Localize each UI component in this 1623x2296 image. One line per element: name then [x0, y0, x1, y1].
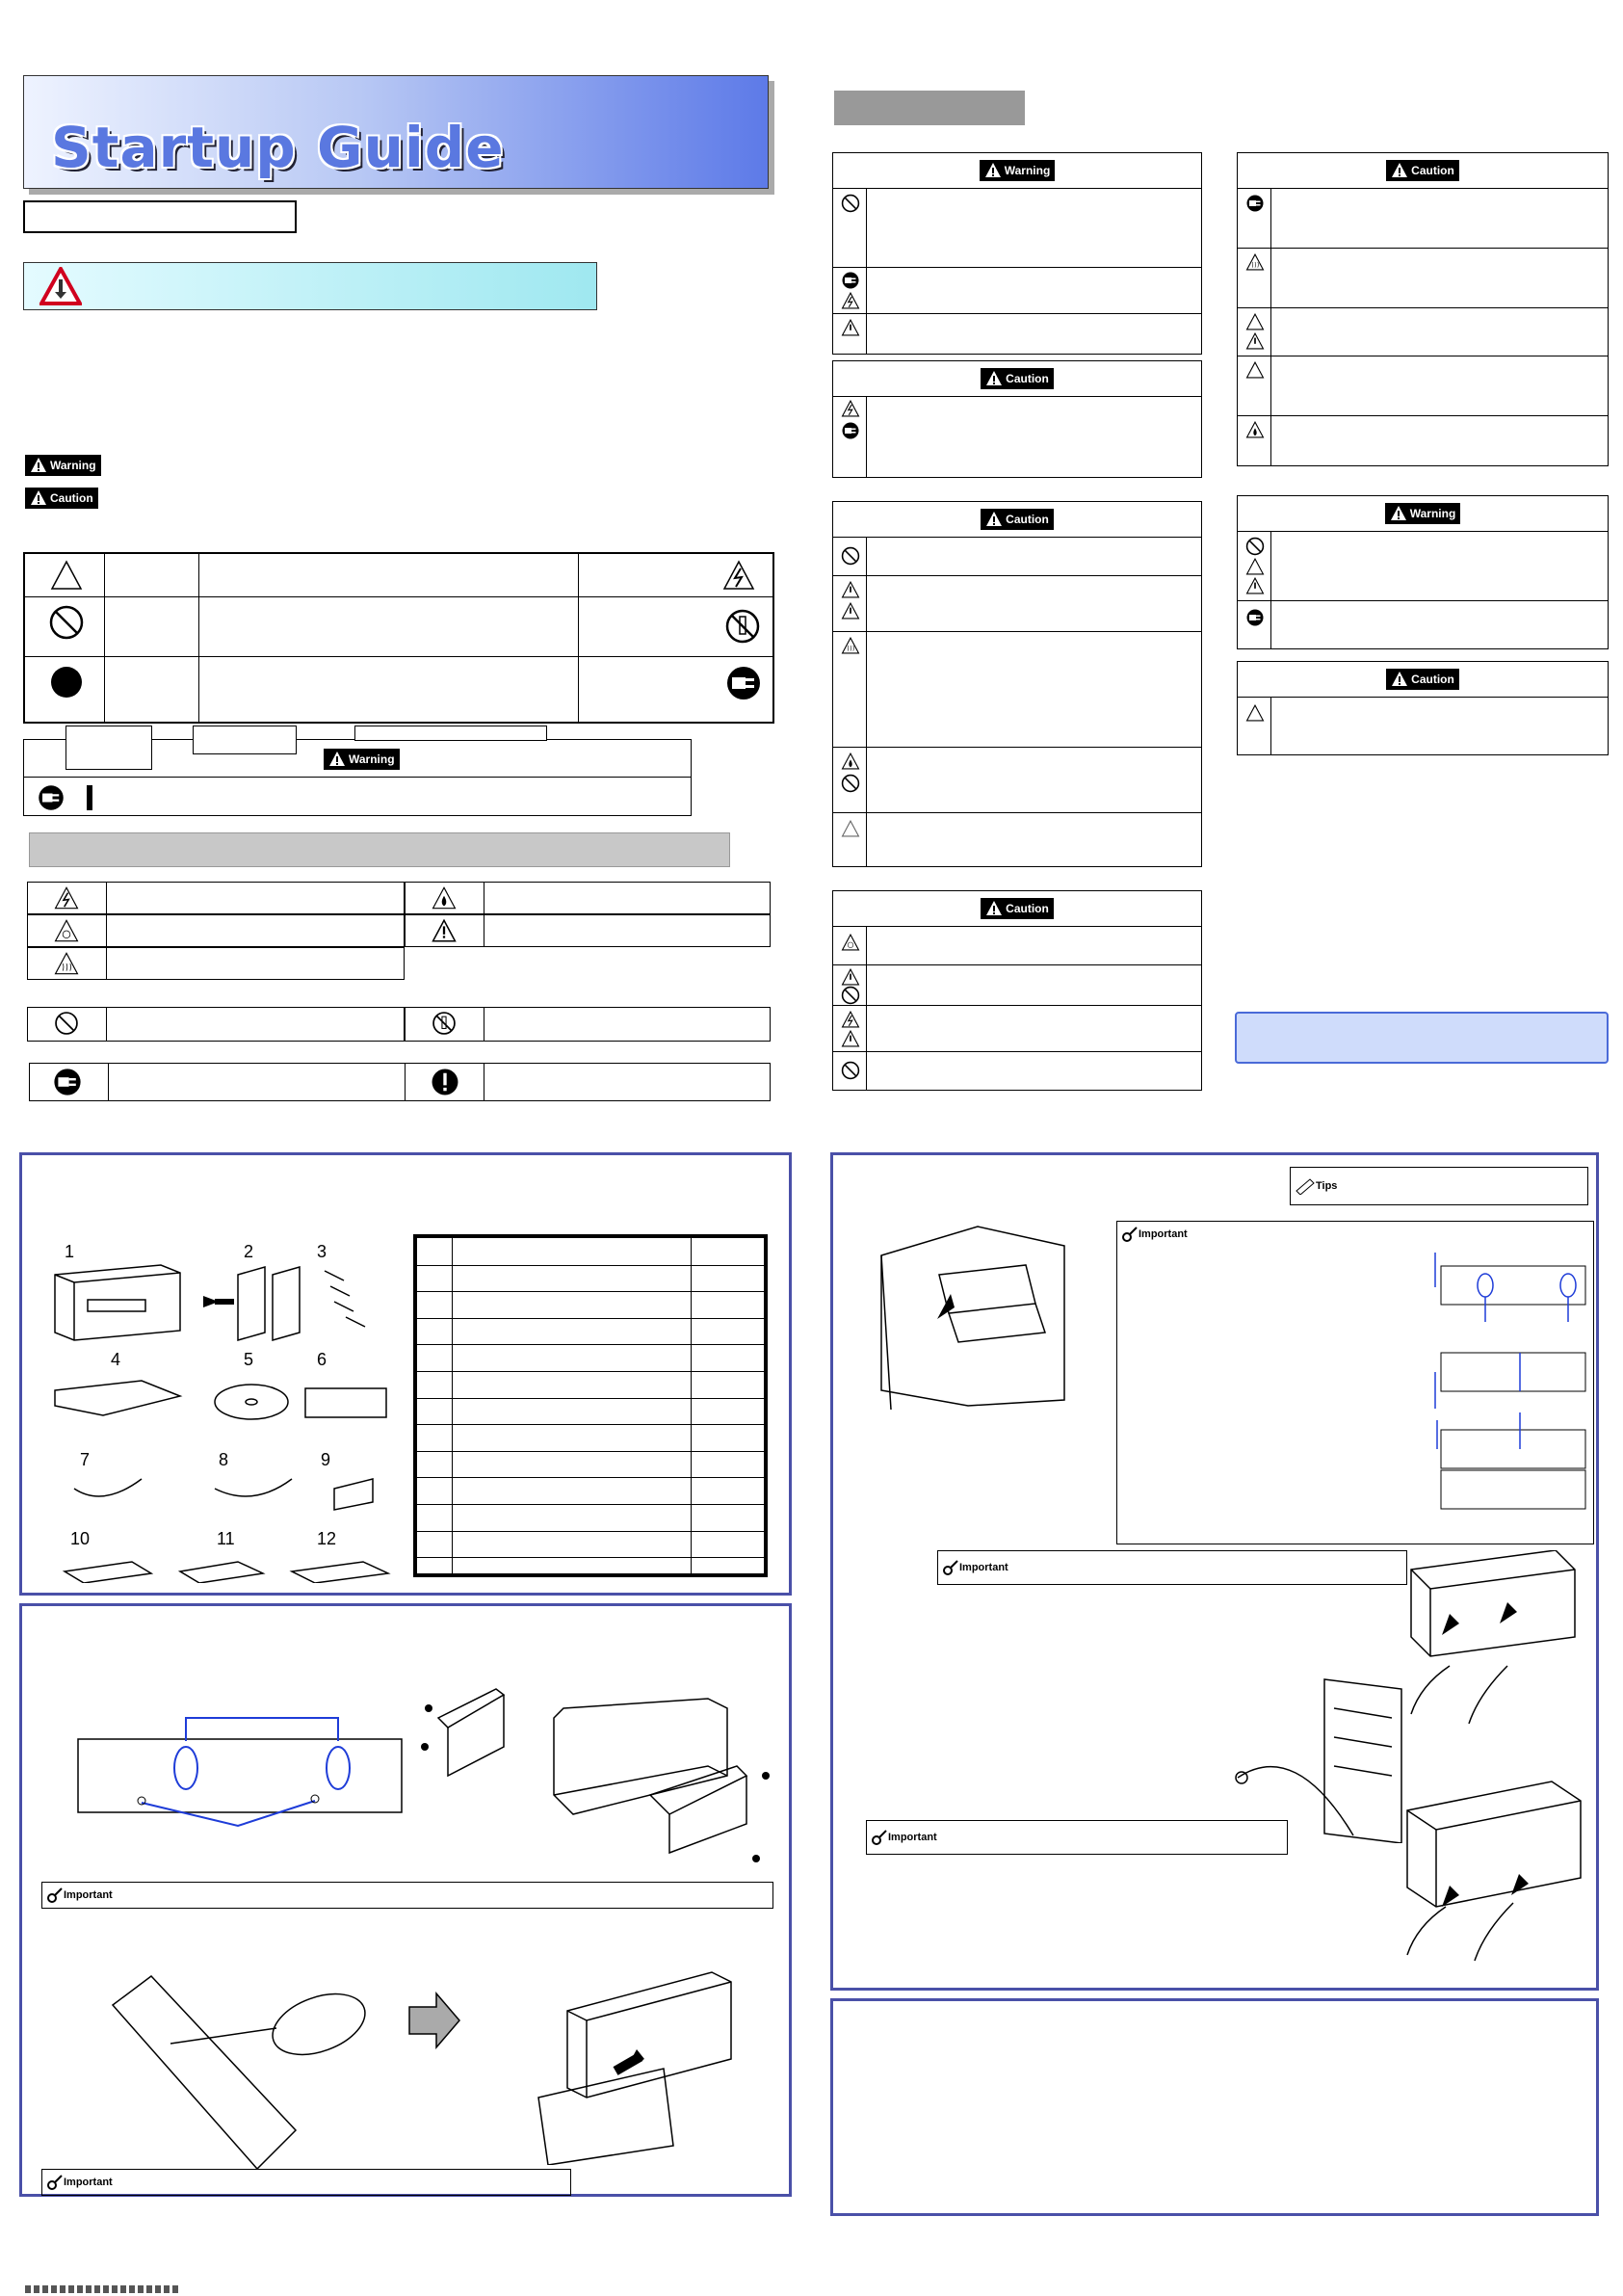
- fire-icon: [432, 885, 457, 910]
- prohibit-icon: [54, 1011, 79, 1036]
- caution-panel-5: [1237, 661, 1609, 755]
- caution-triangle-icon: [841, 968, 860, 986]
- important-label: Important: [871, 1829, 937, 1846]
- no-disassemble-icon: [724, 608, 761, 645]
- warning-triangle-icon: [39, 267, 82, 305]
- important-note-1: [41, 1882, 773, 1909]
- warning-label: Warning: [25, 455, 101, 479]
- safety-warning-banner: [23, 262, 597, 310]
- important-note-3: [937, 1550, 1407, 1585]
- svg-text:5: 5: [244, 1350, 254, 1369]
- hot-icon: [54, 951, 79, 976]
- cable-connect-illustration-1: [1392, 1550, 1584, 1724]
- important-label: Important: [1121, 1226, 1188, 1243]
- warning-label: Warning: [324, 749, 400, 773]
- important-key-icon: [871, 1829, 888, 1846]
- fire-icon: [1245, 558, 1265, 575]
- important-label: Important: [46, 1887, 113, 1904]
- package-items-illustration: [45, 1236, 421, 1583]
- svg-text:8: 8: [219, 1450, 229, 1469]
- fire-icon: [841, 752, 860, 770]
- info-box: [1235, 1012, 1609, 1064]
- caution-triangle-icon: [841, 1030, 860, 1047]
- svg-text:4: 4: [111, 1350, 121, 1369]
- drive-side-illustration: [68, 1712, 434, 1847]
- caution-label: Caution: [1386, 669, 1459, 690]
- table-row: [417, 1318, 764, 1345]
- hot-icon: [841, 637, 860, 654]
- electric-shock-icon: [841, 292, 860, 309]
- important-label: Important: [46, 2174, 113, 2191]
- caution-panel-1: [832, 360, 1202, 478]
- final-section: [830, 1998, 1599, 2216]
- caution-label: Caution: [981, 368, 1054, 389]
- warning-panel-2: [1237, 495, 1609, 649]
- subtitle-box: [23, 200, 297, 233]
- unplug-icon: [1245, 194, 1265, 213]
- electric-shock-icon: [841, 400, 860, 417]
- tips-label: Tips: [1295, 1177, 1337, 1195]
- server-bay-illustration: [862, 1217, 1084, 1410]
- important-key-icon: [1121, 1226, 1139, 1243]
- prohibit-icon: [1245, 537, 1265, 556]
- hand-pinch-icon: [54, 918, 79, 943]
- bezel-removal-illustration: [103, 1966, 373, 2178]
- table-row: [417, 1371, 764, 1398]
- bezel-attach-illustration: [529, 1953, 770, 2165]
- svg-text:7: 7: [80, 1450, 91, 1469]
- caution-triangle-icon: [841, 820, 860, 837]
- footer-marks: [25, 2285, 179, 2293]
- important-note-2: [41, 2169, 571, 2196]
- table-row: [417, 1424, 764, 1451]
- symbol-legend-table: [23, 552, 774, 724]
- important-key-icon: [46, 2174, 64, 2191]
- jumper-setting-illustrations: [1427, 1249, 1591, 1538]
- table-row: [417, 1398, 764, 1425]
- table-row: [417, 1477, 764, 1504]
- svg-text:1: 1: [65, 1242, 75, 1261]
- warning-triangle-icon: [30, 457, 47, 474]
- caution-panel-2: [832, 501, 1202, 867]
- caution-triangle-icon: [1245, 577, 1265, 594]
- symbol-grid: [27, 882, 771, 1103]
- important-key-icon: [46, 1887, 64, 1904]
- unplug-icon: [724, 664, 763, 702]
- caution-panel-3: [832, 890, 1202, 1091]
- hot-icon: [1245, 361, 1265, 379]
- svg-text:2: 2: [244, 1242, 254, 1261]
- svg-text:10: 10: [70, 1529, 91, 1548]
- title-banner: [23, 75, 769, 189]
- svg-text:6: 6: [317, 1350, 327, 1369]
- table-row: [417, 1238, 764, 1265]
- table-row: [417, 1557, 764, 1584]
- fire-icon: [1245, 421, 1265, 438]
- hot-icon: [1245, 253, 1265, 271]
- warning-label: Warning: [1385, 503, 1461, 524]
- caution-triangle-icon: [1245, 332, 1265, 350]
- unplug-icon: [841, 421, 860, 440]
- table-row: [417, 1265, 764, 1292]
- mandatory-icon: [48, 664, 85, 700]
- mandatory-icon: [430, 1067, 460, 1097]
- unplug-icon: [1245, 608, 1265, 627]
- caution-triangle-icon: [841, 581, 860, 598]
- unplug-icon: [841, 271, 860, 290]
- caution-triangle-icon: [50, 560, 83, 591]
- caution-triangle-icon: [432, 918, 457, 943]
- safety-section-heading: [834, 91, 1025, 125]
- table-row: [417, 1531, 764, 1558]
- prohibit-icon: [841, 986, 860, 1005]
- tips-box: [1290, 1167, 1588, 1205]
- hot-icon: [1245, 704, 1265, 722]
- electric-shock-icon: [841, 1011, 860, 1028]
- svg-text:9: 9: [321, 1450, 331, 1469]
- important-box-install: [1116, 1221, 1594, 1544]
- warning-panel-1: [832, 152, 1202, 355]
- caution-label: Caution: [981, 509, 1054, 530]
- table-row: [417, 1291, 764, 1318]
- no-disassemble-icon: [432, 1011, 457, 1036]
- svg-text:12: 12: [317, 1529, 337, 1548]
- unplug-icon: [52, 1067, 83, 1097]
- caution-label: Caution: [981, 898, 1054, 919]
- mounting-section: [19, 1603, 792, 2197]
- electric-shock-icon: [54, 885, 79, 910]
- prohibit-icon: [841, 1061, 860, 1080]
- table-row: [417, 1451, 764, 1478]
- caution-label: Caution: [1386, 160, 1459, 181]
- warning-label: Warning: [980, 160, 1056, 181]
- warning-triangle-icon: [30, 489, 47, 507]
- tips-pencil-icon: [1295, 1177, 1316, 1195]
- caution-triangle-icon: [841, 319, 860, 336]
- label-example-diagram: [23, 724, 694, 826]
- arrow-right-icon: [407, 1992, 461, 2049]
- hand-pinch-icon: [841, 934, 860, 951]
- caution-label: Caution: [25, 488, 98, 512]
- prohibit-icon: [841, 194, 860, 213]
- cable-connect-illustration-2: [1388, 1772, 1590, 1965]
- svg-text:3: 3: [317, 1242, 327, 1261]
- bracket-assembly-illustration: [419, 1670, 785, 1891]
- important-label: Important: [942, 1559, 1008, 1576]
- important-key-icon: [942, 1559, 959, 1576]
- server-cable-illustration: [1218, 1670, 1411, 1843]
- prohibit-icon: [841, 546, 860, 566]
- package-contents-section: [19, 1152, 792, 1596]
- hot-icon: [1245, 313, 1265, 330]
- caution-panel-4: [1237, 152, 1609, 466]
- symbols-section-heading: [29, 832, 730, 867]
- caution-triangle-icon: [841, 602, 860, 620]
- svg-text:11: 11: [217, 1529, 235, 1548]
- page-title: Startup Guide: [51, 115, 505, 180]
- electric-shock-icon: [722, 560, 755, 591]
- important-note-4: [866, 1820, 1288, 1855]
- unplug-icon: [37, 783, 65, 812]
- table-row: [417, 1504, 764, 1531]
- contents-table: [413, 1234, 768, 1577]
- installation-section: [830, 1152, 1599, 1991]
- prohibit-icon: [841, 774, 860, 793]
- table-row: [417, 1344, 764, 1371]
- prohibit-icon: [48, 604, 85, 641]
